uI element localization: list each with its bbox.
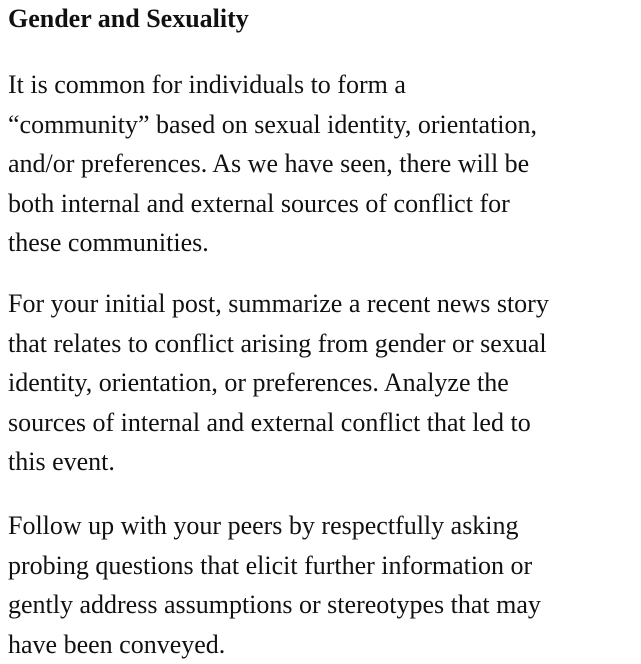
- paragraph-line: this event.: [8, 442, 549, 482]
- paragraph-line: For your initial post, summarize a recent news story: [8, 284, 549, 324]
- paragraph-line: have been conveyed.: [8, 625, 541, 664]
- paragraph-line: probing questions that elicit further information or: [8, 546, 541, 586]
- paragraph-line: these communities.: [8, 223, 537, 263]
- paragraph-line: and/or preferences. As we have seen, there will be: [8, 144, 537, 184]
- paragraph-line: It is common for individuals to form a: [8, 65, 537, 105]
- paragraph-follow-up: [8, 506, 541, 664]
- paragraph-line: identity, orientation, or preferences. Analyze the: [8, 363, 549, 403]
- paragraph-line: gently address assumptions or stereotypes that may: [8, 585, 541, 625]
- paragraph-line: Follow up with your peers by respectfully asking: [8, 506, 541, 546]
- paragraph-intro: [8, 65, 537, 263]
- paragraph-line: sources of internal and external conflict that led to: [8, 403, 549, 443]
- paragraph-line: “community” based on sexual identity, orientation,: [8, 105, 537, 145]
- document-title: Gender and Sexuality: [8, 4, 249, 34]
- paragraph-line: both internal and external sources of conflict for: [8, 184, 537, 224]
- paragraph-initial-post: [8, 284, 549, 482]
- paragraph-line: that relates to conflict arising from gender or sexual: [8, 324, 549, 364]
